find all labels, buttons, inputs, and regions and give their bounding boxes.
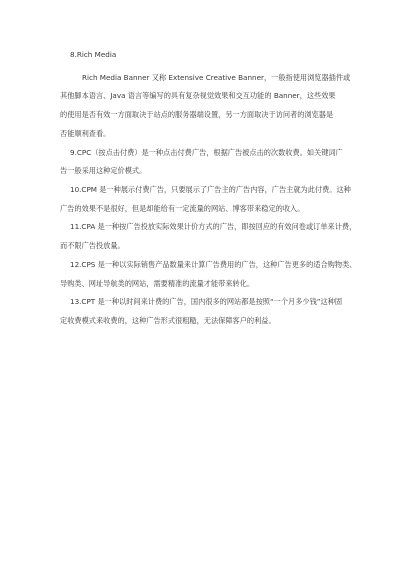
text-line: 13.CPT 是一种以时间来计费的广告，国内很多的网站都是按照“一个月多少钱”这种固 [70,297,343,307]
text-line: 12.CPS 是一种以实际销售产品数量来计算广告费用的广告，这种广告更多的适合购物类、 [70,259,357,269]
paragraph-rich-media [60,73,360,139]
text-line: 11.CPA 是一种按广告投放实际效果计价方式的广告，即按回应的有效问卷或订单来计费， [70,222,357,232]
text-line: 广告的效果不是很好，但是却能给有一定流量的网站、博客带来稳定的收入。 [60,203,305,213]
text-line: 而不限广告投放量。 [60,241,125,251]
text-line: 否能顺利查看。 [60,128,111,138]
text-line: 导购类、网址导航类的网站，需要精准的流量才能带来转化。 [60,278,255,288]
heading-text: 8.Rich Media [70,50,117,59]
section-heading [60,50,360,60]
document-body [60,50,360,335]
paragraph-cpa [60,222,360,250]
text-line: 告一般采用这种定价模式。 [60,166,147,176]
paragraph-cpm [60,185,360,213]
paragraph-cps [60,260,360,288]
text-line: 其他脚本语言、Java 语言等编写的具有复杂视觉效果和交互功能的 Banner，这些效果 [60,91,336,101]
text-line: Rich Media Banner 又称 Extensive Creative Banner，一般指使用浏览器插件或 [82,72,351,82]
text-line: 的使用是否有效一方面取决于站点的服务器端设置，另一方面取决于访问者的浏览器是 [60,110,334,120]
text-line: 10.CPM 是一种展示付费广告，只要展示了广告主的广告内容，广告主就为此付费。这种 [70,185,351,195]
paragraph-cpc [60,148,360,176]
text-line: 9.CPC（按点击付费）是一种点击付费广告，根据广告被点击的次数收费。如关键词广 [70,147,343,157]
text-line: 定收费模式来收费的，这种广告形式很粗糙，无法保障客户的利益。 [60,316,276,326]
paragraph-cpt [60,297,360,325]
